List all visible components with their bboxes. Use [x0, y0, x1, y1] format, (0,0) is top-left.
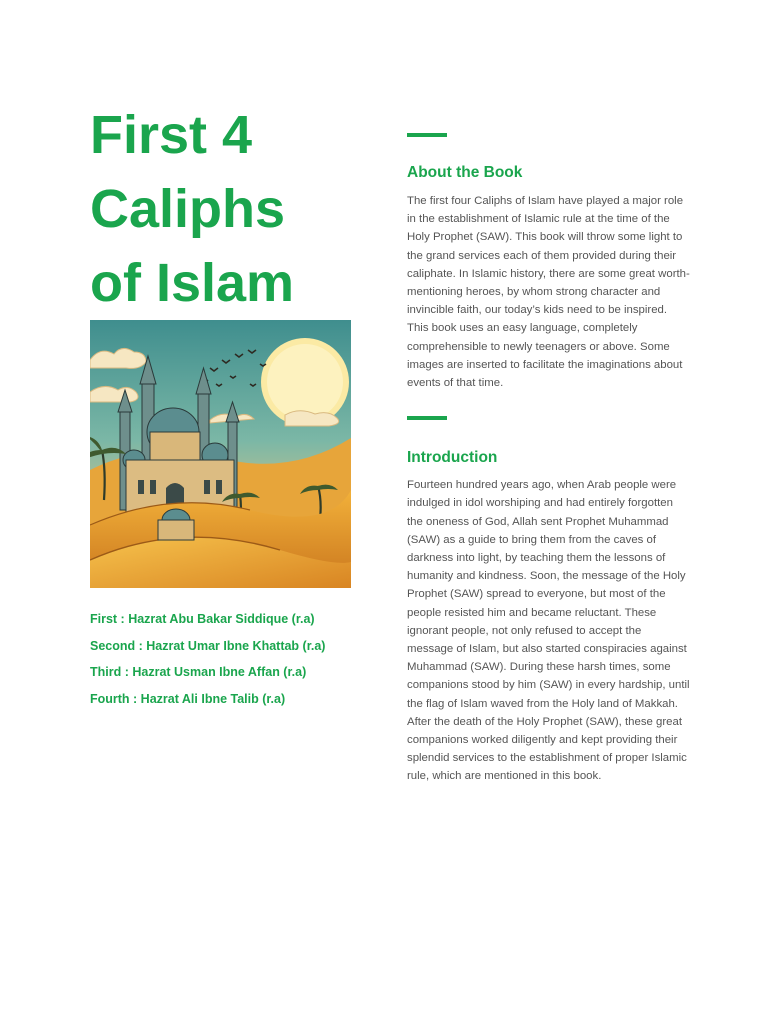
title-line-1: First 4 — [90, 105, 253, 165]
caliph-list — [90, 606, 390, 712]
cover-illustration — [90, 320, 351, 588]
about-text: The first four Caliphs of Islam have played a major role in the establishment of Islamic rule at the time of the Holy Prophet (SAW). This book will throw some light to the grand services each of them provided during their caliphate. In Islamic history, there are some great worth-mentioning heroes, by whom strong character and invincible faith, our today’s kids need to be inspired. This book uses an easy language, completely comprehensible to newly teenagers or above. Some images are inserted to facilitate the imaginations about events of that time. — [407, 195, 690, 390]
title-line-2: Caliphs — [90, 179, 286, 239]
book-title — [90, 98, 360, 320]
caliph-third: Third : Hazrat Usman Ibne Affan (r.a) — [90, 665, 307, 679]
divider — [407, 416, 447, 420]
mosque-desert-illustration — [90, 320, 351, 588]
right-column — [407, 120, 690, 786]
caliph-second: Second : Hazrat Umar Ibne Khattab (r.a) — [90, 638, 326, 653]
title-line-3: of Islam — [90, 253, 295, 313]
caliph-fourth: Fourth : Hazrat Ali Ibne Talib (r.a) — [90, 691, 286, 706]
introduction-heading: Introduction — [407, 449, 498, 467]
divider — [407, 133, 447, 137]
about-heading: About the Book — [407, 164, 523, 181]
introduction-text: Fourteen hundred years ago, when Arab people were indulged in idol worshiping and had entirely forgotten the oneness of God, Allah sent Prophet Muhammad (SAW) as a guide to bring them from the caves of darkness into light, by teaching them the lessons of humanity and kindness. Soon, the message of the Holy Prophet (SAW) spread to everyone, but most of the people resisted him and became reluctant. These ignorant people, not only refused to accept the message of Islam, but also started conspiracies against Muhammad (SAW). During these harsh times, some companions stood by him (SAW) in every hardship, until the flag of Islam waved from the Holy land of Makkah. After the death of the Holy Prophet (SAW), these great companions worked diligently and kept providing their splendid services to the establishment of proper Islamic rule, which are mentioned in this book. — [407, 479, 690, 783]
caliph-first: First : Hazrat Abu Bakar Siddique (r.a) — [90, 612, 315, 626]
